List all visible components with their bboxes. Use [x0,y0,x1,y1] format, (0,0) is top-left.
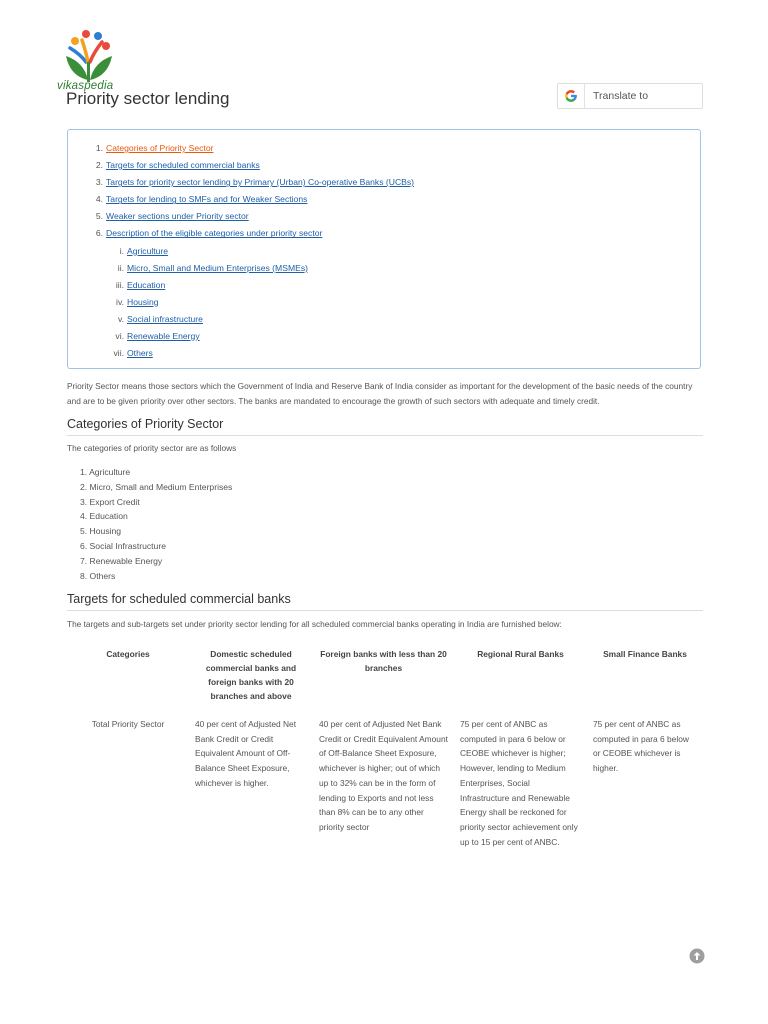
table-cell: 75 per cent of ANBC as computed in para 6 below or CEOBE whichever is higher; However, lending to Medium Enterprises, Social Infrastructure and Renewable Energy shall be reckoned for priority sector achievement only up to 15 per cent of ANBC. [460,719,578,847]
list-item: 5. Housing [80,526,122,537]
categories-list [80,465,232,583]
column-header: Foreign banks with less than 20 branches [320,649,447,673]
toc-link-eligible-categories[interactable]: Description of the eligible categories under priority sector [106,228,323,239]
toc-subitem: ii. Micro, Small and Medium Enterprises (MSMEs) [117,262,308,273]
toc-subitem: iii. Education [115,279,166,290]
column-header: Domestic scheduled commercial banks and foreign banks with 20 branches and above [205,649,297,701]
toc-link-agriculture[interactable]: Agriculture [127,245,169,256]
toc-subitem: v. Social infrastructure [117,313,203,324]
translate-label: Translate to [593,90,649,102]
toc-item: 4. Targets for lending to SMFs and for Weaker Sections [95,194,308,205]
translate-widget[interactable] [557,83,703,109]
toc-link-categories[interactable]: Categories of Priority Sector [106,143,214,153]
toc-link-targets-smfs[interactable]: Targets for lending to SMFs and for Weaker Sections [106,194,308,205]
list-item: 1. Agriculture [80,467,131,477]
toc-subitem: iv. Housing [116,296,159,307]
toc-item: 5. Weaker sections under Priority sector [95,211,249,222]
table-cell: 40 per cent of Adjusted Net Bank Credit or Credit Equivalent Amount of Off-Balance Sheet Exposure, whichever is higher; out of which up to 32% can be in the form of lending to Exports and not less than 8% can be to any other priority sector [319,719,448,832]
toc-link-education[interactable]: Education [127,279,166,290]
list-item: 8. Others [80,570,116,581]
scroll-to-top-icon[interactable] [689,948,705,964]
section-heading-categories: Categories of Priority Sector [67,417,703,436]
toc-link-targets-commercial[interactable]: Targets for scheduled commercial banks [106,160,260,171]
toc-item: 3. Targets for priority sector lending by Primary (Urban) Co-operative Banks (UCBs) [95,177,415,188]
categories-lead: The categories of priority sector are as follows [67,443,237,453]
list-item: 4. Education [80,511,128,522]
toc-link-housing[interactable]: Housing [127,296,159,307]
toc-link-weaker-sections[interactable]: Weaker sections under Priority sector [106,211,249,222]
intro-paragraph: Priority Sector means those sectors which the Government of India and Reserve Bank of India consider as important for the development of the basic needs of the country and are to be given priority over other sectors. The banks are mandated to encourage the growth of such sectors with adequate and timely credit. [67,381,693,406]
toc-item: 2. Targets for scheduled commercial banks [95,160,260,171]
table-of-contents [67,129,701,369]
page-title: Priority sector lending [66,89,230,108]
targets-lead: The targets and sub-targets set under priority sector lending for all scheduled commercial banks operating in India are furnished below: [67,619,562,629]
google-icon [558,84,585,108]
column-header: Small Finance Banks [603,649,687,659]
toc-link-others[interactable]: Others [127,348,153,359]
toc-link-renewable-energy[interactable]: Renewable Energy [127,331,200,342]
list-item: 3. Export Credit [80,496,140,507]
targets-table [67,643,703,853]
table-row [67,713,703,853]
list-item: 6. Social Infrastructure [80,540,166,551]
toc-subitem: i. Agriculture [119,245,169,256]
table-cell: 75 per cent of ANBC as computed in para 6 below or CEOBE whichever is higher. [593,719,689,774]
logo-text: vikaspedia [57,80,114,92]
column-header: Regional Rural Banks [477,649,564,659]
toc-subitem: vi. Renewable Energy [115,331,200,342]
toc-link-social-infrastructure[interactable]: Social infrastructure [127,313,203,324]
toc-link-targets-ucbs[interactable]: Targets for priority sector lending by Primary (Urban) Co-operative Banks (UCBs) [106,177,415,188]
toc-link-msmes[interactable]: Micro, Small and Medium Enterprises (MSMEs) [127,262,308,273]
table-cell: Total Priority Sector [91,719,165,729]
toc-item: 1. Categories of Priority Sector [95,143,214,153]
table-header-row [67,643,703,713]
toc-subitem: vii. Others [113,348,153,359]
column-header: Categories [106,649,150,659]
list-item: 7. Renewable Energy [80,555,163,566]
toc-item: 6. Description of the eligible categories under priority sector [95,228,323,239]
section-heading-targets: Targets for scheduled commercial banks [67,592,703,611]
list-item: 2. Micro, Small and Medium Enterprises [80,481,233,492]
table-cell: 40 per cent of Adjusted Net Bank Credit or Credit Equivalent Amount of Off-Balance Sheet Exposure, whichever is higher. [195,719,297,788]
